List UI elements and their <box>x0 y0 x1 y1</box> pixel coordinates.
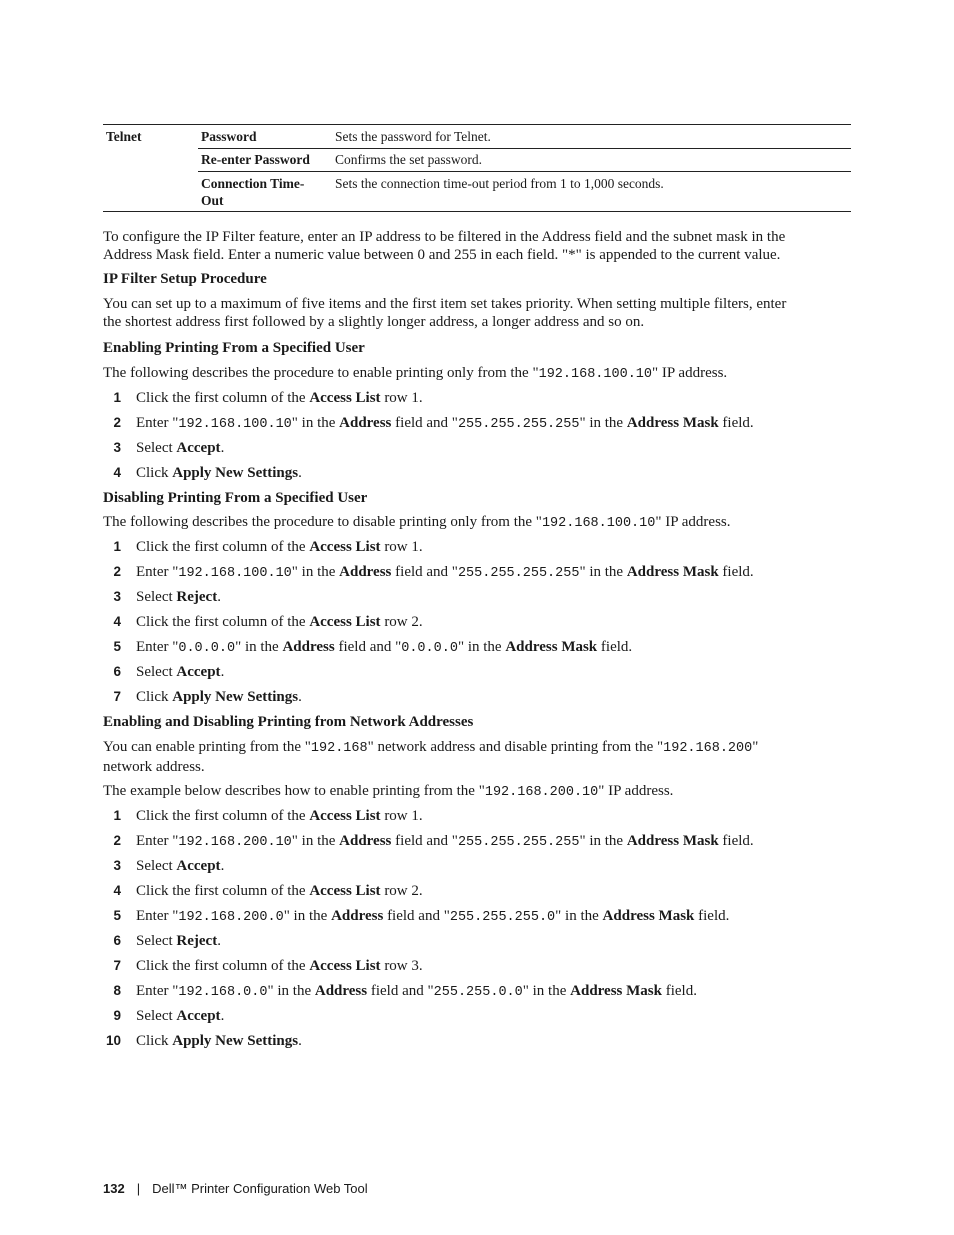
table-top-rule <box>103 124 851 125</box>
network-step-2 <box>103 832 848 850</box>
enable-step-1 <box>103 389 848 407</box>
setup-procedure-heading: IP Filter Setup Procedure <box>103 271 267 287</box>
step-number: 2 <box>113 415 121 430</box>
text: " IP address. <box>655 514 731 530</box>
step-number: 1 <box>113 539 121 554</box>
step-text: Click the first column of the Access List row 1. <box>136 390 423 406</box>
page-footer <box>103 1180 368 1198</box>
text: The following describes the procedure to disable printing only from the " <box>103 514 542 530</box>
network-step-4 <box>103 882 848 900</box>
page-number: 132 <box>103 1181 125 1196</box>
enable-step-3 <box>103 439 848 457</box>
intro-line-2: Address Mask field. Enter a numeric value between 0 and 255 in each field. "*" is appended to the current value. <box>103 247 781 263</box>
table-desc-reenter-password: Confirms the set password. <box>335 152 482 167</box>
step-text: Select Accept. <box>136 1008 225 1024</box>
step-text: Enter "0.0.0.0" in the Address field and "0.0.0.0" in the Address Mask field. <box>136 639 633 656</box>
disable-step-6 <box>103 663 848 681</box>
step-text: Select Reject. <box>136 933 221 949</box>
step-text: Click the first column of the Access List row 1. <box>136 539 423 555</box>
step-number: 7 <box>113 689 121 704</box>
network-step-9 <box>103 1007 848 1025</box>
telnet-settings-table <box>103 124 851 212</box>
step-text: Click the first column of the Access List row 3. <box>136 958 423 974</box>
step-number: 9 <box>113 1008 121 1023</box>
network-step-7 <box>103 957 848 975</box>
disable-step-2 <box>103 563 848 581</box>
step-number: 4 <box>113 614 121 629</box>
step-number: 2 <box>113 833 121 848</box>
step-number: 6 <box>113 664 121 679</box>
step-number: 7 <box>113 958 121 973</box>
step-number: 3 <box>113 589 121 604</box>
intro-line-1: To configure the IP Filter feature, enter an IP address to be filtered in the Address field and the subnet mask in the <box>103 229 786 245</box>
step-text: Enter "192.168.100.10" in the Address field and "255.255.255.255" in the Address Mask field. <box>136 564 754 581</box>
step-text: Select Accept. <box>136 664 225 680</box>
step-text: Select Accept. <box>136 440 225 456</box>
step-text: Click Apply New Settings. <box>136 689 302 705</box>
step-text: Click Apply New Settings. <box>136 465 302 481</box>
table-option-password: Password <box>201 129 257 144</box>
step-number: 5 <box>113 908 121 923</box>
step-number: 1 <box>113 390 121 405</box>
network-paragraph <box>103 738 848 776</box>
table-row-rule <box>198 171 851 172</box>
step-number: 8 <box>113 983 121 998</box>
disable-step-3 <box>103 588 848 606</box>
network-step-8 <box>103 982 848 1000</box>
disable-step-4 <box>103 613 848 631</box>
disable-step-7 <box>103 688 848 706</box>
enable-step-4 <box>103 464 848 482</box>
setup-procedure-paragraph <box>103 295 848 331</box>
network-line-1: You can enable printing from the "192.168" network address and disable printing from the "192.168.200" <box>103 739 759 756</box>
step-text: Enter "192.168.100.10" in the Address field and "255.255.255.255" in the Address Mask field. <box>136 415 754 432</box>
step-text: Select Reject. <box>136 589 221 605</box>
disable-user-intro <box>103 513 848 533</box>
table-desc-connection-timeout: Sets the connection time-out period from 1 to 1,000 seconds. <box>335 176 664 191</box>
ip-filter-intro-paragraph <box>103 228 848 264</box>
network-line-2: network address. <box>103 759 205 775</box>
step-number: 4 <box>113 465 121 480</box>
network-step-3 <box>103 857 848 875</box>
step-text: Click the first column of the Access List row 1. <box>136 808 423 824</box>
table-option-reenter-password: Re-enter Password <box>201 152 310 167</box>
step-number: 1 <box>113 808 121 823</box>
step-number: 3 <box>113 440 121 455</box>
table-option-connection-timeout: Connection Time-Out <box>201 176 305 208</box>
text: " IP address. <box>652 365 728 381</box>
network-example-intro: The example below describes how to enable printing from the "192.168.200.10" IP address. <box>103 783 674 800</box>
step-text: Enter "192.168.0.0" in the Address field and "255.255.0.0" in the Address Mask field. <box>136 983 697 1000</box>
ip-address: 192.168.100.10 <box>541 516 656 531</box>
step-number: 2 <box>113 564 121 579</box>
step-text: Click the first column of the Access List row 2. <box>136 883 423 899</box>
step-number: 4 <box>113 883 121 898</box>
enable-step-2 <box>103 414 848 432</box>
footer-title: Dell™ Printer Configuration Web Tool <box>152 1181 368 1196</box>
text: The following describes the procedure to enable printing only from the " <box>103 365 539 381</box>
step-number: 5 <box>113 639 121 654</box>
enable-user-heading: Enabling Printing From a Specified User <box>103 340 365 356</box>
step-text: Select Accept. <box>136 858 225 874</box>
step-text: Click the first column of the Access List row 2. <box>136 614 423 630</box>
network-step-6 <box>103 932 848 950</box>
setup-line-1: You can set up to a maximum of five items and the first item set takes priority. When setting multiple filters, enter <box>103 296 787 312</box>
disable-step-1 <box>103 538 848 556</box>
setup-line-2: the shortest address first followed by a slightly longer address, a longer address and so on. <box>103 314 645 330</box>
step-text: Enter "192.168.200.10" in the Address field and "255.255.255.255" in the Address Mask field. <box>136 833 754 850</box>
network-step-5 <box>103 907 848 925</box>
table-bottom-rule <box>103 211 851 212</box>
step-text: Enter "192.168.200.0" in the Address field and "255.255.255.0" in the Address Mask field. <box>136 908 730 925</box>
disable-user-heading: Disabling Printing From a Specified User <box>103 490 368 506</box>
network-step-10 <box>103 1032 848 1050</box>
table-category-telnet: Telnet <box>106 129 142 144</box>
step-text: Click Apply New Settings. <box>136 1033 302 1049</box>
disable-step-5 <box>103 638 848 656</box>
table-row-rule <box>198 148 851 149</box>
network-heading: Enabling and Disabling Printing from Network Addresses <box>103 714 474 730</box>
step-number: 10 <box>105 1033 121 1048</box>
step-number: 6 <box>113 933 121 948</box>
ip-address: 192.168.100.10 <box>538 367 653 382</box>
footer-separator: | <box>136 1181 141 1196</box>
step-number: 3 <box>113 858 121 873</box>
table-desc-password: Sets the password for Telnet. <box>335 129 491 144</box>
network-step-1 <box>103 807 848 825</box>
enable-user-intro <box>103 364 848 384</box>
